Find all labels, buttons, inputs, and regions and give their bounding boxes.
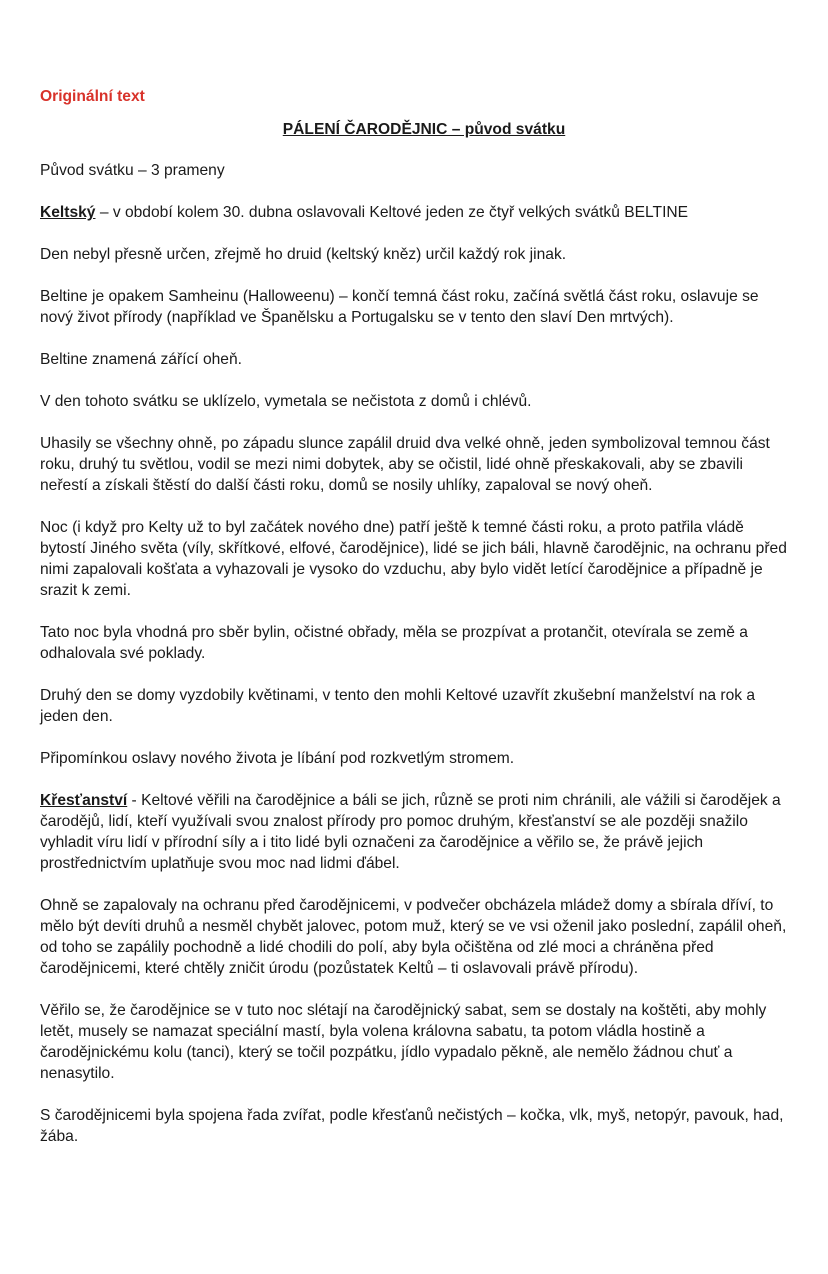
paragraph: Věřilo se, že čarodějnice se v tuto noc slétají na čarodějnický sabat, sem se dostaly na koštěti, aby mohly letět, musely se namazat speciální mastí, byla volena královna sabatu, ta potom vládla hostině a čarodějnickému kolu (tanci), který se točil pozpátku, jídlo vypadalo pěkně, ale nemělo žádnou chuť a nenasytilo. xyxy=(40,1002,767,1082)
keltsky-lead: Keltský xyxy=(40,204,96,221)
paragraph: Noc (i když pro Kelty už to byl začátek nového dne) patří ještě k temné části roku, a proto patřila vládě bytostí Jiného světa (víly, skřítkové, elfové, čarodějnice), lidé se jich báli, hlavně čarodějnic, na ochranu před nimi zapalovali košťata a vyhazovali je vysoko do vzduchu, aby bylo vidět letící čarodějnice a případně je srazit k zemi. xyxy=(40,519,787,599)
krestanstvi-paragraph xyxy=(40,790,790,874)
intro-paragraph: Původ svátku – 3 prameny xyxy=(40,162,225,179)
paragraph: V den tohoto svátku se uklízelo, vymetala se nečistota z domů i chlévů. xyxy=(40,393,532,410)
original-text-label: Originální text xyxy=(40,88,145,105)
paragraph: Ohně se zapalovaly na ochranu před čarodějnicemi, v podvečer obcházela mládež domy a sbírala dříví, to mělo být devíti druhů a nesměl chybět jalovec, potom muž, který se ve vsi oženil jako poslední, zapálil oheň, od toho se zapálily pochodně a lidé chodili do polí, aby byla očištěna od zlé moci a chráněna před čarodějnicemi, které chtěly zničit úrodu (pozůstatek Keltů – ti oslavovali právě přírodu). xyxy=(40,897,787,977)
document-title: PÁLENÍ ČARODĚJNIC – původ svátku xyxy=(282,121,566,138)
paragraph: Beltine je opakem Samheinu (Halloweenu) – končí temná část roku, začíná světlá část roku, oslavuje se nový život přírody (například ve Španělsku a Portugalsku se v tento den slaví Den mrtvých). xyxy=(40,288,759,326)
paragraph: Připomínkou oslavy nového života je líbání pod rozkvetlým stromem. xyxy=(40,750,515,767)
document-page xyxy=(40,86,790,1168)
keltsky-text: – v období kolem 30. dubna oslavovali Keltové jeden ze čtyř velkých svátků BELTINE xyxy=(95,204,689,221)
paragraph: Tato noc byla vhodná pro sběr bylin, očistné obřady, měla se prozpívat a protančit, otevírala se země a odhalovala své poklady. xyxy=(40,624,748,662)
paragraph: Druhý den se domy vyzdobily květinami, v tento den mohli Keltové uzavřít zkušební manželství na rok a jeden den. xyxy=(40,687,756,725)
keltsky-paragraph xyxy=(40,202,790,223)
krestanstvi-text: - Keltové věřili na čarodějnice a báli se jich, různě se proti nim chránili, ale vážili si čarodějek a čarodějů, lidí, kteří využívali svou znalost přírody pro pomoc druhým, křesťanství se ale později snažilo vyhladit víru lidí v přírodní síly a i tito lidé byli označeni za čarodějnice a věřilo se, že právě jejich prostřednictvím uplatňuje svou moc nad lidmi ďábel. xyxy=(40,792,781,872)
paragraph: Den nebyl přesně určen, zřejmě ho druid (keltský kněz) určil každý rok jinak. xyxy=(40,246,567,263)
paragraph: Uhasily se všechny ohně, po západu slunce zapálil druid dva velké ohně, jeden symbolizoval temnou část roku, druhý tu světlou, vodil se mezi nimi dobytek, aby se očistil, lidé ohně přeskakovali, aby se zbavili neřestí a získali štěstí do další části roku, domů se nosily uhlíky, zapaloval se nový oheň. xyxy=(40,435,770,494)
paragraph: Beltine znamená zářící oheň. xyxy=(40,351,242,368)
krestanstvi-lead: Křesťanství xyxy=(40,792,128,809)
paragraph: S čarodějnicemi byla spojena řada zvířat, podle křesťanů nečistých – kočka, vlk, myš, netopýr, pavouk, had, žába. xyxy=(40,1107,784,1145)
